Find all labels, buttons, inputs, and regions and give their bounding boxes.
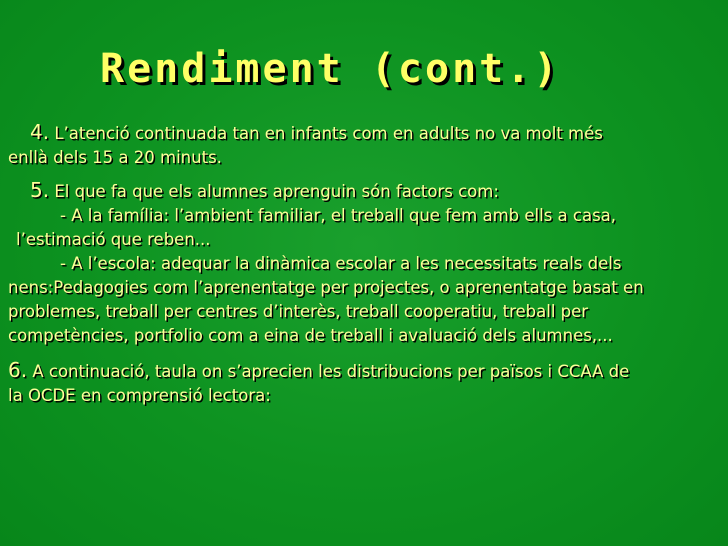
- point-6-text-2: la OCDE en comprensió lectora:: [8, 386, 271, 405]
- point-6-line-1: [8, 358, 720, 384]
- point-5-school-1: - A l’escola: adequar la dinàmica escolar a les necessitats reals dels: [60, 254, 622, 273]
- point-5-school-2: nens:Pedagogies com l’aprenentatge per projectes, o aprenentatge basat en: [8, 278, 644, 297]
- point-5-intro: El que fa que els alumnes aprenguin són factors com:: [54, 182, 499, 201]
- point-5-school-4: competències, portfolio com a eina de treball i avaluació dels alumnes,...: [8, 326, 613, 345]
- point-4-line-1: [8, 120, 720, 146]
- point-6-number: 6.: [8, 358, 28, 382]
- point-5-family-1: - A la família: l’ambient familiar, el treball que fem amb ells a casa,: [60, 206, 617, 225]
- spacer: [8, 348, 720, 358]
- point-6-text-1: A continuació, taula on s’aprecien les distribucions per països i CCAA de: [32, 362, 630, 381]
- point-4-number: 4.: [30, 120, 50, 144]
- spacer: [8, 170, 720, 178]
- slide-body: [8, 120, 720, 408]
- point-5-number: 5.: [30, 178, 50, 202]
- point-4-text-2: enllà dels 15 a 20 minuts.: [8, 148, 222, 167]
- point-5-intro-line: [8, 178, 720, 204]
- point-5-family-2: l’estimació que reben...: [16, 230, 211, 249]
- slide-title: Rendiment (cont.): [100, 46, 561, 92]
- point-5-school-3: problemes, treball per centres d’interès, treball cooperatiu, treball per: [8, 302, 589, 321]
- point-4-text-1: L’atenció continuada tan en infants com en adults no va molt més: [54, 124, 603, 143]
